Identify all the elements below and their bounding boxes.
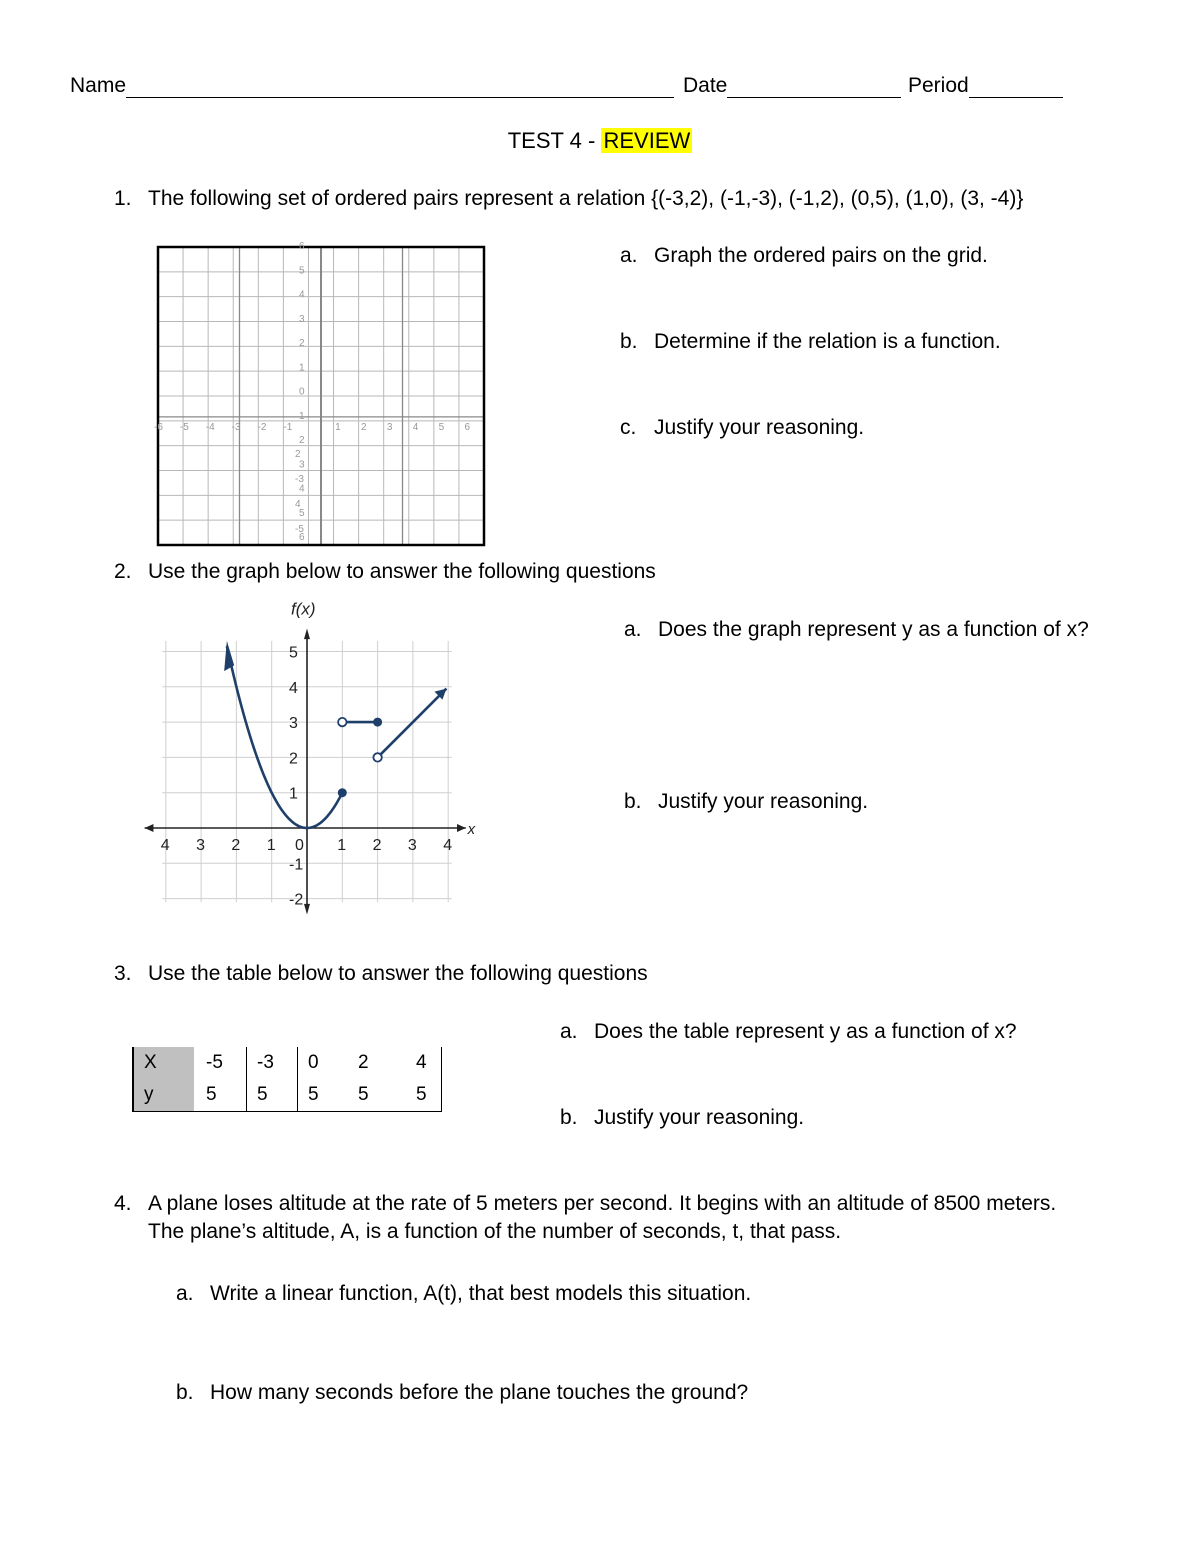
- grid-x-tick-label: -6: [154, 421, 163, 433]
- x-tick-label: 2: [372, 837, 382, 854]
- q1-part-a: [620, 244, 988, 268]
- question-2: [114, 560, 656, 584]
- function-graph: [140, 592, 490, 932]
- grid-x-tick-label: -1: [283, 421, 293, 433]
- grid-y-tick-label: -3: [295, 473, 304, 485]
- table-cell: 2: [358, 1052, 369, 1073]
- date-label: Date: [683, 74, 728, 97]
- table-row-x: [133, 1047, 442, 1079]
- table-cell: -3: [247, 1047, 298, 1079]
- q1-part-a-text: Graph the ordered pairs on the grid.: [654, 244, 988, 267]
- q1-part-a-letter: a.: [620, 244, 638, 267]
- q3-part-a-letter: a.: [560, 1020, 578, 1043]
- title-prefix: TEST 4 -: [507, 128, 602, 153]
- question-4-line-2: The plane’s altitude, A, is a function of the number of seconds, t, that pass.: [148, 1220, 842, 1243]
- question-3-text: Use the table below to answer the following questions: [148, 962, 648, 985]
- page-title: [0, 128, 1200, 154]
- grid-x-tick-label: 5: [438, 421, 445, 433]
- grid-y-tick-label: 2: [299, 338, 305, 350]
- q1-part-c: [620, 416, 864, 440]
- q2-part-b: [624, 790, 868, 814]
- x-axis-label: x: [467, 821, 476, 838]
- table-cell: 5: [408, 1079, 442, 1112]
- function-table: [132, 1047, 442, 1112]
- grid-x-tick-label: 6: [464, 421, 471, 433]
- question-1: [114, 187, 1023, 211]
- question-4: [114, 1192, 1056, 1216]
- grid-y-tick-label: 5: [299, 265, 305, 277]
- grid-y-tick-label: 2: [295, 448, 301, 460]
- closed-point: [338, 788, 347, 797]
- x-tick-label: 3: [407, 837, 417, 854]
- table-cell: 5: [348, 1079, 408, 1112]
- name-blank[interactable]: [126, 79, 674, 98]
- q2-part-b-letter: b.: [624, 790, 642, 813]
- q4-part-a: [176, 1282, 751, 1306]
- date-blank[interactable]: [727, 79, 901, 98]
- y-tick-label: 4: [289, 679, 298, 697]
- question-2-number: 2.: [114, 560, 132, 583]
- table-y-header: y: [133, 1079, 194, 1112]
- q3-part-b: [560, 1106, 804, 1130]
- y-tick-label: -1: [289, 856, 304, 874]
- period-blank[interactable]: [969, 79, 1063, 98]
- period-field[interactable]: [908, 74, 1063, 98]
- question-4-number: 4.: [114, 1192, 132, 1215]
- q3-part-b-text: Justify your reasoning.: [594, 1106, 805, 1129]
- period-label: Period: [908, 74, 969, 97]
- grid-x-tick-label: -3: [231, 421, 241, 433]
- q4-part-b: [176, 1381, 748, 1405]
- q2-part-b-text: Justify your reasoning.: [658, 790, 869, 813]
- q3-part-b-letter: b.: [560, 1106, 578, 1129]
- y-axis-bottom-arrow: [304, 904, 310, 915]
- question-1-number: 1.: [114, 187, 132, 210]
- x-tick-label: 0: [295, 837, 304, 854]
- grid-x-tick-label: -2: [257, 421, 267, 433]
- function-table-grid: [132, 1047, 442, 1112]
- question-3-number: 3.: [114, 962, 132, 985]
- open-point: [338, 718, 346, 726]
- table-cell: -5: [206, 1052, 223, 1073]
- grid-y-tick-label: 4: [299, 289, 305, 301]
- grid-x-tick-label: -4: [205, 421, 215, 433]
- grid-x-tick-label: 3: [386, 421, 393, 433]
- x-tick-label: 3: [196, 837, 206, 854]
- closed-point: [373, 718, 382, 727]
- table-cell: 4: [408, 1047, 442, 1079]
- y-tick-label: 5: [289, 644, 298, 662]
- y-axis-label: f(x): [291, 599, 316, 619]
- x-tick-label: 4: [160, 837, 170, 854]
- coordinate-grid[interactable]: [150, 238, 495, 553]
- question-4-line-1: A plane loses altitude at the rate of 5 meters per second. It begins with an altitude of 8500 meters.: [148, 1192, 1057, 1215]
- grid-x-tick-label: 1: [335, 421, 341, 433]
- table-row-y: [133, 1079, 442, 1112]
- question-2-text: Use the graph below to answer the following questions: [148, 560, 656, 583]
- name-field[interactable]: [70, 74, 674, 98]
- x-axis-left-arrow: [145, 824, 154, 832]
- q3-part-a-text: Does the table represent y as a function of x?: [594, 1020, 1017, 1043]
- y-tick-label: -2: [289, 891, 304, 909]
- name-label: Name: [70, 74, 127, 97]
- grid-y-tick-label: 3: [299, 459, 305, 471]
- grid-y-tick-label: 4: [295, 498, 301, 510]
- q1-part-b-text: Determine if the relation is a function.: [654, 330, 1001, 353]
- x-tick-label: 1: [337, 837, 347, 854]
- q1-part-b: [620, 330, 1001, 354]
- grid-y-tick-label: -5: [295, 523, 304, 535]
- y-tick-label: 2: [289, 750, 298, 768]
- grid-y-tick-label: 2: [299, 435, 305, 447]
- grid-x-tick-label: 4: [412, 421, 419, 433]
- table-x-header: X: [133, 1047, 194, 1079]
- q4-part-b-text: How many seconds before the plane touches the ground?: [210, 1381, 749, 1404]
- q4-part-a-letter: a.: [176, 1282, 194, 1305]
- q1-part-c-text: Justify your reasoning.: [654, 416, 865, 439]
- parabola-curve: [227, 646, 342, 828]
- q3-part-a: [560, 1020, 1017, 1044]
- table-cell: 5: [194, 1079, 247, 1112]
- title-highlight: REVIEW: [603, 128, 691, 153]
- q1-part-c-letter: c.: [620, 416, 637, 439]
- question-1-text: The following set of ordered pairs represent a relation {(-3,2), (-1,-3), (-1,2), (0,5), (1,0), (3, -4)}: [148, 187, 1024, 210]
- q1-part-b-letter: b.: [620, 330, 638, 353]
- x-tick-label: 1: [266, 837, 276, 854]
- q4-part-a-text: Write a linear function, A(t), that best models this situation.: [210, 1282, 752, 1305]
- question-3: [114, 962, 648, 986]
- q2-part-a: [624, 618, 1089, 642]
- table-cell: 5: [298, 1079, 349, 1112]
- grid-y-tick-label: 3: [299, 313, 305, 325]
- linear-ray: [378, 689, 447, 758]
- grid-y-tick-label: 4: [299, 483, 305, 495]
- grid-x-tick-label: -5: [179, 421, 189, 433]
- open-point: [373, 753, 381, 761]
- grid-y-tick-label: 0: [299, 386, 305, 398]
- q4-part-b-letter: b.: [176, 1381, 194, 1404]
- grid-x-tick-label: 2: [360, 421, 367, 433]
- grid-y-tick-label: 6: [299, 532, 305, 544]
- table-cell: 0: [298, 1047, 349, 1079]
- x-tick-label: 2: [231, 837, 241, 854]
- y-tick-label: 3: [289, 715, 298, 733]
- q2-part-a-letter: a.: [624, 618, 642, 641]
- y-tick-label: 1: [289, 785, 298, 803]
- grid-y-tick-label: 5: [299, 507, 305, 519]
- grid-y-tick-label: 6: [299, 241, 305, 252]
- x-axis-right-arrow: [457, 824, 466, 832]
- grid-y-tick-label: 1: [299, 362, 305, 374]
- x-tick-label: 4: [443, 837, 453, 854]
- table-cell: 5: [247, 1079, 298, 1112]
- q2-part-a-text: Does the graph represent y as a function of x?: [658, 618, 1089, 641]
- date-field[interactable]: [683, 74, 901, 98]
- y-axis-top-arrow: [304, 629, 310, 640]
- grid-y-tick-label: 1: [299, 410, 305, 422]
